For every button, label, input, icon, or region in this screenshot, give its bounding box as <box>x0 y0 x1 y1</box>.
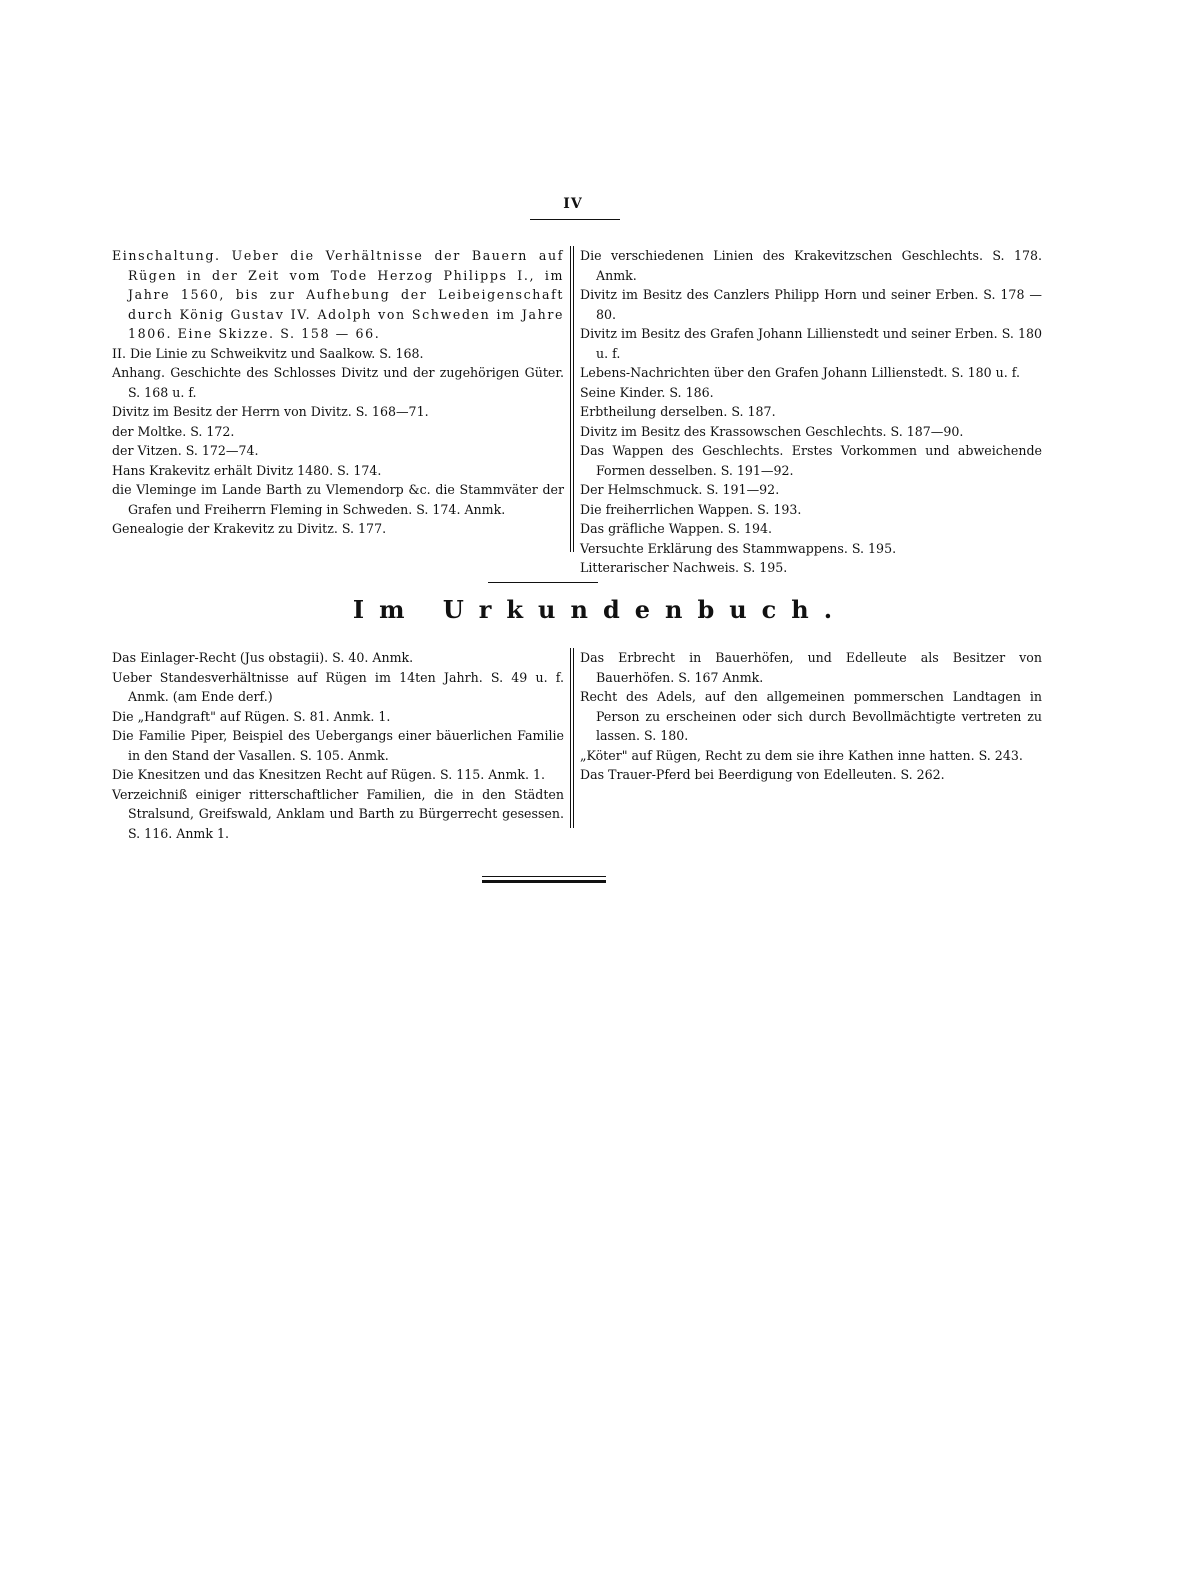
end-ornament-rule <box>482 876 606 877</box>
toc-entry: Die „Handgraft" auf Rügen. S. 81. Anmk. 1. <box>112 708 391 724</box>
toc-entry: Lebens-Nachrichten über den Grafen Johann Lillienstedt. S. 180 u. f. <box>580 365 1020 380</box>
page-number-rule <box>530 219 620 220</box>
toc-entry: Divitz im Besitz der Herrn von Divitz. S. 168—71. <box>112 404 429 419</box>
column-divider <box>570 648 574 828</box>
toc-entry: Litterarischer Nachweis. S. 195. <box>580 560 788 575</box>
toc-entry: Der Helmschmuck. S. 191—92. <box>580 482 780 497</box>
toc-entry: Die freiherrlichen Wappen. S. 193. <box>580 501 802 517</box>
toc-entry: Ueber Standesverhältnisse auf Rügen im 14ten Jahrh. S. 49 u. f. Anmk. (am Ende derf.) <box>112 669 564 704</box>
toc-entry: Genealogie der Krakevitz zu Divitz. S. 177. <box>112 521 387 536</box>
toc-entry: II. Die Linie zu Schweikvitz und Saalkow. S. 168. <box>112 345 424 361</box>
end-ornament-rule-thick <box>482 880 606 883</box>
toc-entry: Das Trauer-Pferd bei Beerdigung von Edelleuten. S. 262. <box>580 767 945 782</box>
toc-entry: Recht des Adels, auf den allgemeinen pommerschen Landtagen in Person zu erscheinen oder sich durch Bevollmächtigte vertreten zu lassen. S. 180. <box>580 689 1042 743</box>
toc-entry: die Vleminge im Lande Barth zu Vlemendorp &c. die Stammväter der Grafen und Freiherrn Fleming in Schweden. S. 174. Anmk. <box>112 482 564 517</box>
section-heading: Im Urkundenbuch. <box>352 595 848 624</box>
toc-entry: Versuchte Erklärung des Stammwappens. S. 195. <box>580 540 897 556</box>
toc-top-right-column <box>580 246 1042 578</box>
toc-bottom-left-column <box>112 648 564 843</box>
toc-entry: Divitz im Besitz des Canzlers Philipp Horn und seiner Erben. S. 178 — 80. <box>580 287 1042 322</box>
toc-entry: Das Einlager-Recht (Jus obstagii). S. 40. Anmk. <box>112 650 414 665</box>
toc-entry: Einschaltung. Ueber die Verhältnisse der Bauern auf Rügen in der Zeit vom Tode Herzog Philipps I., im Jahre 1560, bis zur Aufhebung der Leibeigenschaft durch König Gustav IV. Adolph von Schweden im Jahre 1806. Eine Skizze. S. 158 — 66. <box>112 248 564 341</box>
column-divider <box>570 246 574 552</box>
toc-bottom-right-column <box>580 648 1042 785</box>
toc-entry: Das Erbrecht in Bauerhöfen, und Edelleute als Besitzer von Bauerhöfen. S. 167 Anmk. <box>580 650 1042 685</box>
toc-entry: Seine Kinder. S. 186. <box>580 384 714 400</box>
toc-entry: Die Familie Piper, Beispiel des Uebergangs einer bäuerlichen Familie in den Stand der Vasallen. S. 105. Anmk. <box>112 728 564 763</box>
toc-entry: Die Knesitzen und das Knesitzen Recht auf Rügen. S. 115. Anmk. 1. <box>112 767 546 782</box>
toc-top-left-column <box>112 246 564 539</box>
page-number: IV <box>563 196 583 212</box>
toc-entry: Die verschiedenen Linien des Krakevitzschen Geschlechts. S. 178. Anmk. <box>580 248 1042 283</box>
toc-entry: „Köter" auf Rügen, Recht zu dem sie ihre Kathen inne hatten. S. 243. <box>580 747 1023 763</box>
toc-entry: Hans Krakevitz erhält Divitz 1480. S. 174. <box>112 462 382 478</box>
toc-entry: Divitz im Besitz des Krassowschen Geschlechts. S. 187—90. <box>580 423 964 439</box>
toc-entry: Das gräfliche Wappen. S. 194. <box>580 521 772 536</box>
toc-entry: Das Wappen des Geschlechts. Erstes Vorkommen und abweichende Formen desselben. S. 191—92. <box>580 443 1042 478</box>
section-separator-rule <box>488 582 598 583</box>
toc-entry: Anhang. Geschichte des Schlosses Divitz und der zugehörigen Güter. S. 168 u. f. <box>112 365 564 400</box>
toc-entry: der Vitzen. S. 172—74. <box>112 443 259 458</box>
toc-entry: Erbtheilung derselben. S. 187. <box>580 404 776 419</box>
toc-entry: der Moltke. S. 172. <box>112 423 235 439</box>
toc-entry: Divitz im Besitz des Grafen Johann Lillienstedt und seiner Erben. S. 180 u. f. <box>580 326 1042 361</box>
toc-entry: Verzeichniß einiger ritterschaftlicher Familien, die in den Städten Stralsund, Greifswald, Anklam und Barth zu Bürgerrecht gesessen. S. 116. Anmk 1. <box>112 786 564 841</box>
